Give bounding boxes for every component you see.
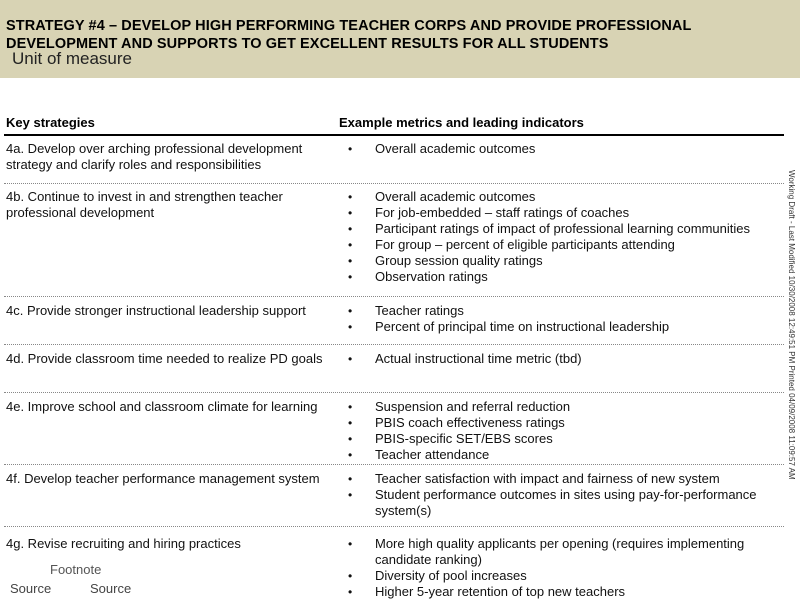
metric-item: • Diversity of pool increases [345, 568, 785, 584]
metric-item: • Participant ratings of impact of professional learning communities [345, 221, 785, 237]
source-label: Source [10, 581, 52, 596]
draft-stamp [785, 170, 798, 480]
footnote: Footnote [50, 562, 102, 577]
metric-item: • More high quality applicants per opening (requires implementing candidate ranking) [345, 536, 785, 568]
metrics-list [345, 536, 785, 600]
strategy-text: 4g. Revise recruiting and hiring practices [6, 536, 241, 551]
strategy-text: 4d. Provide classroom time needed to realize PD goals [6, 351, 323, 366]
draft-stamp-text: Working Draft - Last Modified 10/30/2008 12:49:51 PM Printed 04/09/2008 11:09:57 AM [787, 170, 796, 480]
row-divider [4, 464, 784, 465]
row-divider [4, 296, 784, 297]
header-divider [4, 134, 784, 136]
strategy-text: 4b. Continue to invest in and strengthen teacher professional development [6, 189, 283, 220]
metric-item: • Student performance outcomes in sites using pay-for-performance system(s) [345, 487, 785, 519]
metrics-list [345, 303, 785, 335]
metric-item: • Overall academic outcomes [345, 189, 785, 205]
metrics-list [345, 471, 785, 519]
unit-of-measure-label: Unit of measure [12, 49, 132, 68]
column-header-key-strategies: Key strategies [6, 115, 95, 130]
metric-item: • Higher 5-year retention of top new teachers [345, 584, 785, 600]
strategy-text: 4f. Develop teacher performance management system [6, 471, 320, 486]
row-divider [4, 526, 784, 527]
metric-item: • Teacher ratings [345, 303, 785, 319]
metric-item: • Observation ratings [345, 269, 785, 285]
row-divider [4, 344, 784, 345]
metric-item: • Group session quality ratings [345, 253, 785, 269]
metrics-list [345, 351, 785, 367]
source-label: Source [90, 581, 132, 596]
title-banner [0, 0, 800, 78]
metric-item: • Teacher attendance [345, 447, 785, 463]
metric-item: • Actual instructional time metric (tbd) [345, 351, 785, 367]
metric-item: • For job-embedded – staff ratings of coaches [345, 205, 785, 221]
strategy-text: 4e. Improve school and classroom climate for learning [6, 399, 318, 414]
metrics-list [345, 399, 785, 463]
metric-item: • For group – percent of eligible participants attending [345, 237, 785, 253]
strategy-text: 4a. Develop over arching professional development strategy and clarify roles and responsibilities [6, 141, 303, 172]
metrics-list [345, 189, 785, 285]
row-divider [4, 183, 784, 184]
strategy-text: 4c. Provide stronger instructional leadership support [6, 303, 306, 318]
metric-item: • Overall academic outcomes [345, 141, 785, 157]
row-divider [4, 392, 784, 393]
metric-item: • PBIS-specific SET/EBS scores [345, 431, 785, 447]
metric-item: • Suspension and referral reduction [345, 399, 785, 415]
metric-item: • Teacher satisfaction with impact and fairness of new system [345, 471, 785, 487]
slide-title: STRATEGY #4 – DEVELOP HIGH PERFORMING TEACHER CORPS AND PROVIDE PROFESSIONAL DEVELOPMENT AND SUPPORTS TO GET EXCELLENT RESULTS FOR ALL STUDENTS [6, 18, 692, 52]
metric-item: • PBIS coach effectiveness ratings [345, 415, 785, 431]
metric-item: • Percent of principal time on instructional leadership [345, 319, 785, 335]
column-header-metrics: Example metrics and leading indicators [339, 115, 584, 130]
metrics-list [345, 141, 785, 157]
